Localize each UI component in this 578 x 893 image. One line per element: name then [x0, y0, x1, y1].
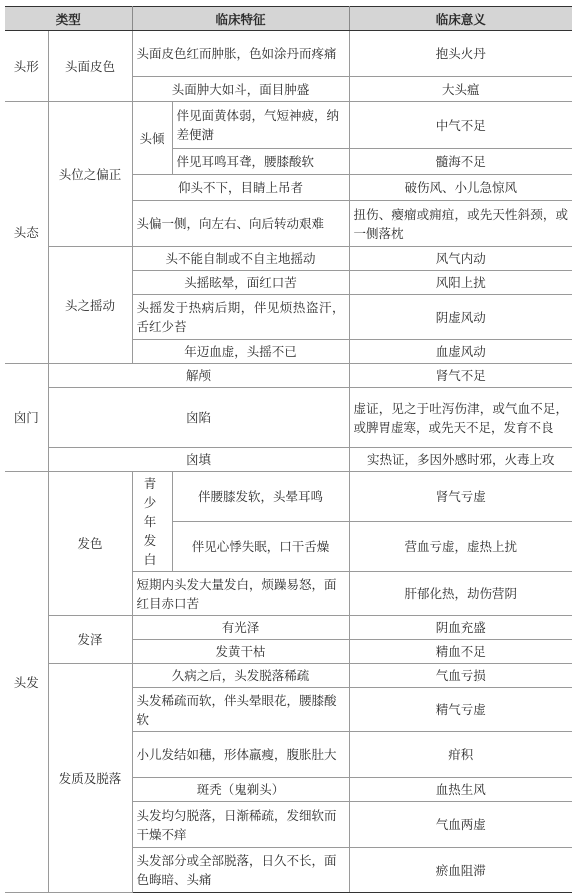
meaning-cell: 肾气不足 — [349, 364, 572, 388]
feature-cell: 斑秃（鬼剃头） — [132, 778, 349, 802]
meaning-cell: 精血不足 — [349, 640, 572, 664]
header-row — [5, 7, 572, 31]
sub-youth-white-hair: 青少年发白 — [132, 472, 172, 572]
meaning-cell: 阴虚风动 — [349, 295, 572, 340]
table-row — [5, 472, 572, 522]
table-row — [5, 364, 572, 388]
subcategory-skin: 头面皮色 — [48, 31, 132, 102]
subcategory-loss: 发质及脱落 — [48, 664, 132, 893]
meaning-cell: 肝郁化热，劫伤营阴 — [349, 572, 572, 616]
meaning-cell: 风气内动 — [349, 247, 572, 271]
meaning-cell: 气血两虚 — [349, 802, 572, 848]
feature-cell: 囟填 — [48, 448, 349, 472]
feature-cell: 头面皮色红而肿胀，色如涂丹而疼痛 — [132, 31, 349, 77]
feature-cell: 伴见耳鸣耳聋，腰膝酸软 — [172, 149, 349, 175]
feature-cell: 头发均匀脱落，日渐稀疏，发细软而干燥不痒 — [132, 802, 349, 848]
table-row — [5, 102, 572, 149]
feature-cell: 囟陷 — [48, 388, 349, 448]
feature-cell: 头发稀疏而软，伴头晕眼花，腰膝酸软 — [132, 688, 349, 732]
meaning-cell: 抱头火丹 — [349, 31, 572, 77]
feature-cell: 久病之后，头发脱落稀疏 — [132, 664, 349, 688]
clinical-table — [5, 6, 572, 893]
feature-cell: 头不能自制或不自主地摇动 — [132, 247, 349, 271]
meaning-cell: 扭伤、瘿瘤或痈疽，或先天性斜颈，或一侧落枕 — [349, 201, 572, 247]
feature-cell: 伴腰膝发软，头晕耳鸣 — [172, 472, 349, 522]
meaning-cell: 破伤风、小儿急惊风 — [349, 175, 572, 201]
meaning-cell: 中气不足 — [349, 102, 572, 149]
feature-cell: 头发部分或全部脱落，日久不长，面色晦暗、头痛 — [132, 848, 349, 893]
meaning-cell: 阴血充盛 — [349, 616, 572, 640]
meaning-cell: 实热证，多因外感时邪，火毒上攻 — [349, 448, 572, 472]
sub-tilt-head: 头倾 — [132, 102, 172, 175]
meaning-cell: 肾气亏虚 — [349, 472, 572, 522]
category-posture: 头态 — [5, 102, 48, 364]
feature-cell: 头偏一侧，向左右、向后转动艰难 — [132, 201, 349, 247]
meaning-cell: 风阳上扰 — [349, 271, 572, 295]
feature-cell: 伴见面黄体弱，气短神疲，纳差便溏 — [172, 102, 349, 149]
feature-cell: 年迈血虚，头摇不已 — [132, 340, 349, 364]
table-row — [5, 247, 572, 271]
table-row — [5, 448, 572, 472]
feature-cell: 有光泽 — [132, 616, 349, 640]
table-row — [5, 31, 572, 77]
category-shape: 头形 — [5, 31, 48, 102]
header-features: 临床特征 — [132, 7, 349, 31]
feature-cell: 伴见心悸失眠，口干舌燥 — [172, 522, 349, 572]
meaning-cell: 髓海不足 — [349, 149, 572, 175]
table-row — [5, 388, 572, 448]
feature-cell: 头面肿大如斗，面目肿盛 — [132, 77, 349, 102]
subcategory-shake: 头之摇动 — [48, 247, 132, 364]
meaning-cell: 瘀血阻滞 — [349, 848, 572, 893]
meaning-cell: 血热生风 — [349, 778, 572, 802]
subcategory-luster: 发泽 — [48, 616, 132, 664]
meaning-cell: 大头瘟 — [349, 77, 572, 102]
meaning-cell: 虚证，见之于吐泻伤津，或气血不足，或脾胃虚寒，或先天不足，发育不良 — [349, 388, 572, 448]
table-row — [5, 616, 572, 640]
category-hair: 头发 — [5, 472, 48, 893]
meaning-cell: 精气亏虚 — [349, 688, 572, 732]
feature-cell: 短期内头发大量发白，烦躁易怒，面红目赤口苦 — [132, 572, 349, 616]
meaning-cell: 营血亏虚，虚热上扰 — [349, 522, 572, 572]
table-row — [5, 664, 572, 688]
header-meaning: 临床意义 — [349, 7, 572, 31]
feature-cell: 仰头不下，目睛上吊者 — [132, 175, 349, 201]
meaning-cell: 血虚风动 — [349, 340, 572, 364]
feature-cell: 解颅 — [48, 364, 349, 388]
feature-cell: 头摇眩晕，面红口苦 — [132, 271, 349, 295]
feature-cell: 头摇发于热病后期，伴见烦热盗汗，舌红少苔 — [132, 295, 349, 340]
meaning-cell: 气血亏损 — [349, 664, 572, 688]
subcategory-tilt: 头位之偏正 — [48, 102, 132, 247]
meaning-cell: 疳积 — [349, 732, 572, 778]
subcategory-color: 发色 — [48, 472, 132, 616]
category-fontanel: 囟门 — [5, 364, 48, 472]
feature-cell: 发黄干枯 — [132, 640, 349, 664]
feature-cell: 小儿发结如穗，形体羸瘦，腹胀肚大 — [132, 732, 349, 778]
header-type: 类型 — [5, 7, 132, 31]
